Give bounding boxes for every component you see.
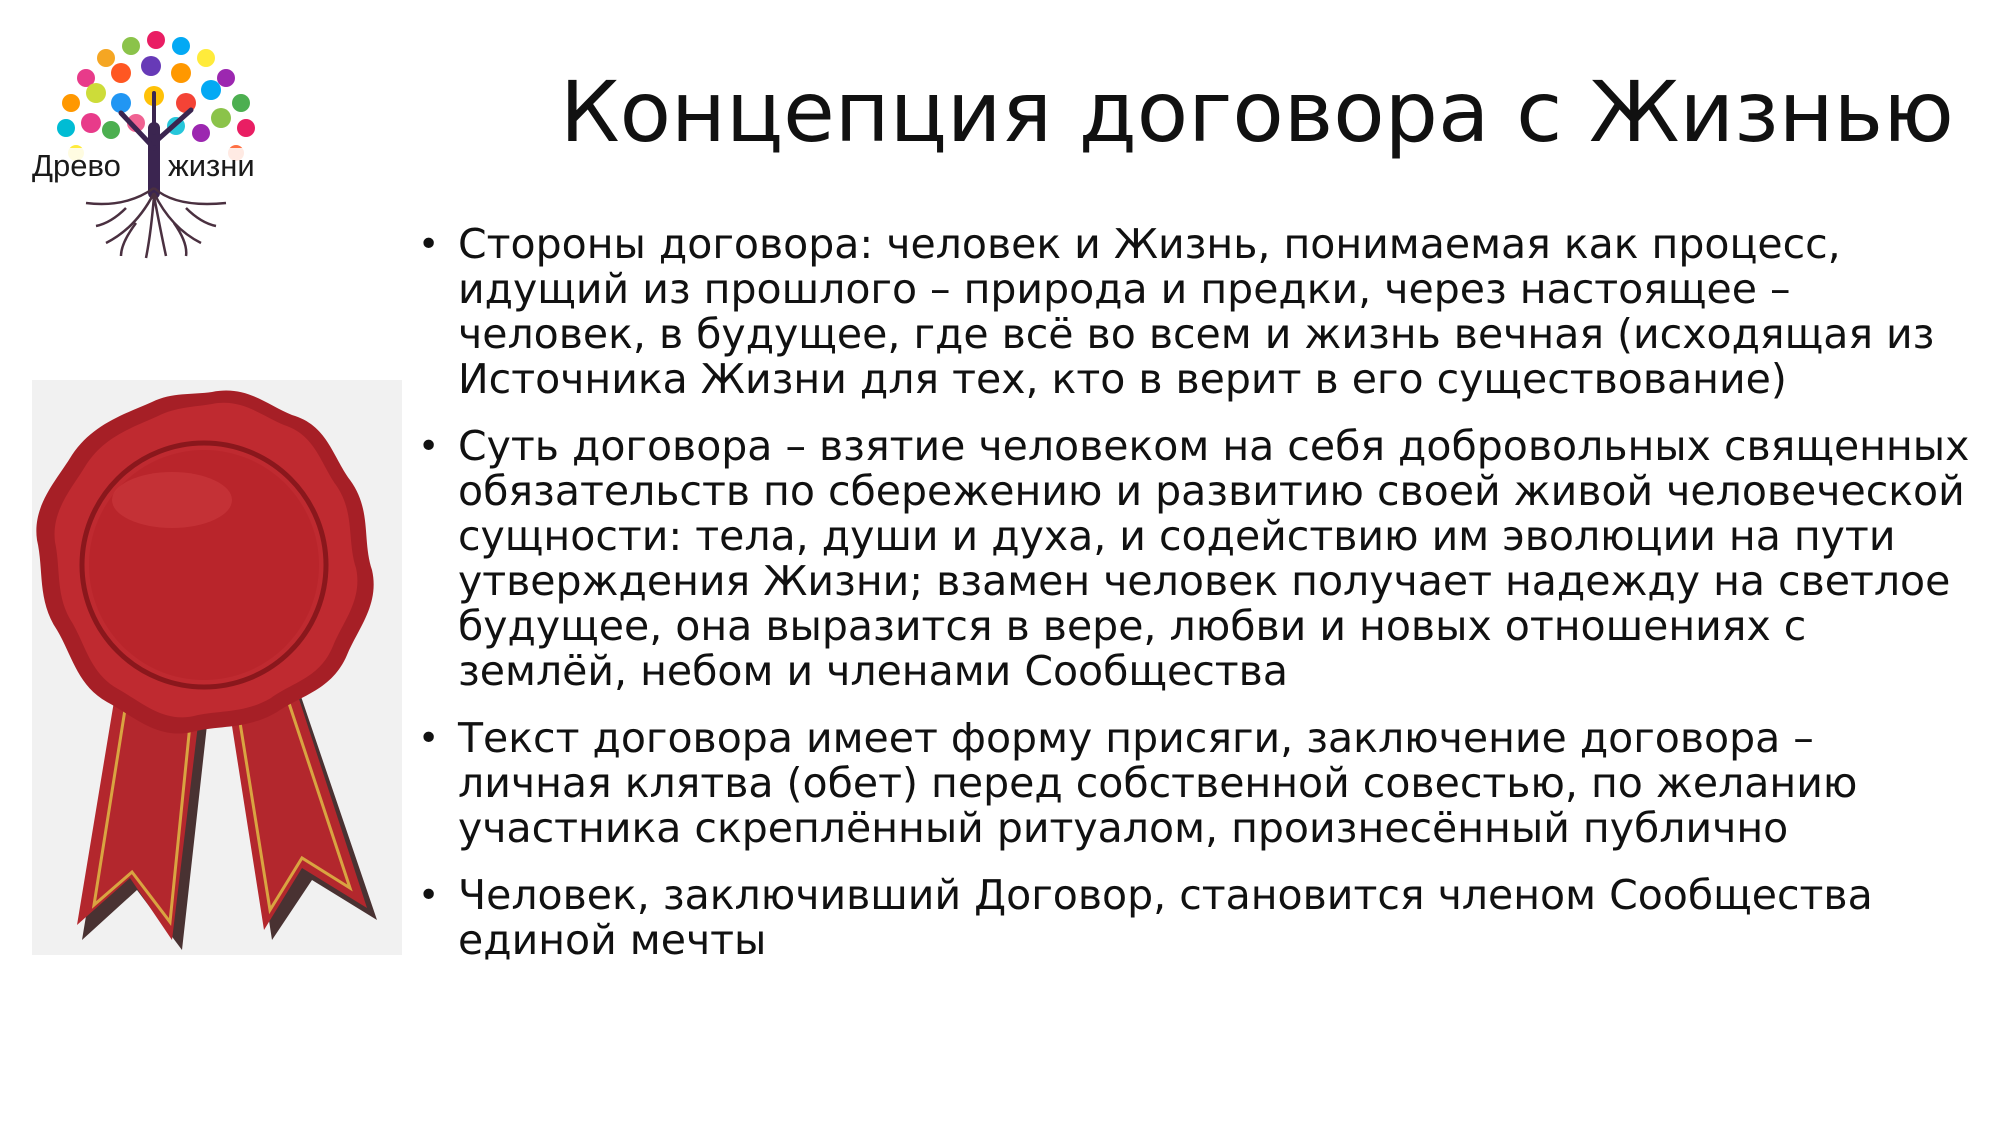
tree-of-life-logo	[26, 18, 284, 268]
slide-title: Концепция договора с Жизнью	[560, 63, 1954, 161]
wax-seal-ribbon-icon	[32, 380, 402, 955]
tree-roots	[86, 188, 226, 258]
bullet-item-parties: • Стороны договора: человек и Жизнь, понимаемая как процесс, идущий из прошлого – природа и предки, через настоящее – человек, в будущее, где всё во всем и жизнь вечная (исходящая из Источника Жизни для тех, кто в верит в его существование)	[418, 222, 1978, 402]
logo-word-left: Древо	[32, 148, 121, 183]
wax-seal-image	[32, 380, 402, 955]
logo-word-right: жизни	[168, 148, 255, 183]
bullet-item-membership: • Человек, заключивший Договор, становится членом Сообщества единой мечты	[418, 873, 1978, 963]
bullet-item-essence: • Суть договора – взятие человеком на себя добровольных священных обязательств по сбережению и развитию своей живой человеческой сущности: тела, души и духа, и содействию им эволюции на пути утверждения Жизни; взамен человек получает надежду на светлое будущее, она выразится в вере, любви и новых отношениях с землёй, небом и членами Сообщества	[418, 424, 1978, 694]
tree-of-life-icon	[26, 18, 284, 268]
bullet-item-oath-form: • Текст договора имеет форму присяги, заключение договора – личная клятва (обет) перед собственной совестью, по желанию участника скреплённый ритуалом, произнесённый публично	[418, 716, 1978, 851]
bullet-list	[418, 222, 1978, 985]
